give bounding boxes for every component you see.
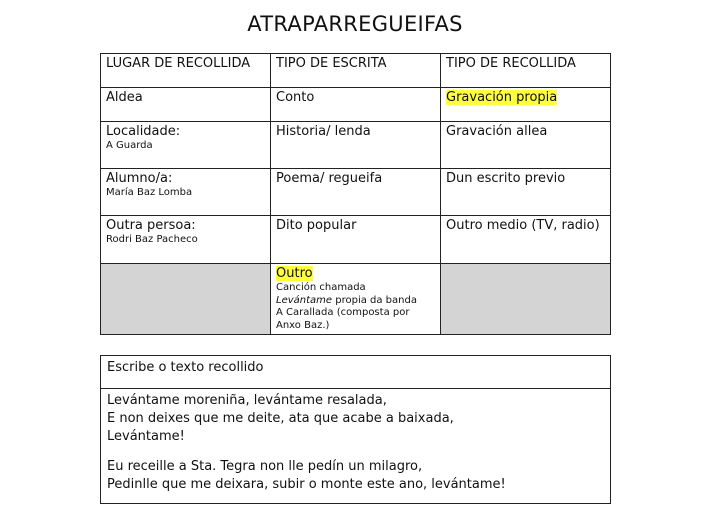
cell-empty-gray-right xyxy=(441,264,611,335)
cell-dito-popular: Dito popular xyxy=(271,216,441,264)
outro-desc-line-4: Anxo Baz.) xyxy=(276,319,330,331)
cell-escrito-previo: Dun escrito previo xyxy=(441,169,611,216)
table-row xyxy=(101,216,611,264)
page-title: ATRAPARREGUEIFAS xyxy=(247,12,463,36)
cell-conto: Conto xyxy=(271,88,441,122)
lyric-line: Levántame moreniña, levántame resalada, xyxy=(107,393,387,408)
highlighted-gravacion-propia: Gravación propia xyxy=(446,90,558,105)
outro-description xyxy=(276,282,435,332)
alumno-label: Alumno/a: xyxy=(106,171,173,186)
cell-outra-persoa xyxy=(101,216,271,264)
table-row xyxy=(101,264,611,335)
cell-poema: Poema/ regueifa xyxy=(271,169,441,216)
cell-localidade xyxy=(101,122,271,169)
localidade-label: Localidade: xyxy=(106,124,181,139)
cell-alumno xyxy=(101,169,271,216)
collected-text-box xyxy=(100,355,611,504)
text-box-header: Escribe o texto recollido xyxy=(101,356,611,389)
localidade-value: A Guarda xyxy=(106,140,153,151)
table-row xyxy=(101,122,611,169)
cell-aldea: Aldea xyxy=(101,88,271,122)
highlighted-outro: Outro xyxy=(276,266,313,281)
header-escrita: TIPO DE ESCRITA xyxy=(271,54,441,88)
table-row xyxy=(101,169,611,216)
outro-desc-line-3: A Carallada (composta por xyxy=(276,307,410,318)
lyric-line: E non deixes que me deite, ata que acabe a baixada, xyxy=(107,411,454,426)
cell-outro-medio: Outro medio (TV, radio) xyxy=(441,216,611,264)
text-box-header-row xyxy=(101,356,611,389)
stanza-gap xyxy=(107,446,604,458)
outro-desc-italic: Levántame xyxy=(276,294,333,306)
cell-empty-gray-left xyxy=(101,264,271,335)
outra-persoa-value: Rodri Baz Pacheco xyxy=(106,234,198,245)
cell-historia: Historia/ lenda xyxy=(271,122,441,169)
header-lugar: LUGAR DE RECOLLIDA xyxy=(101,54,271,88)
outro-desc-line-2: propia da banda xyxy=(332,294,417,306)
cell-outro xyxy=(271,264,441,335)
lyric-line: Eu receille a Sta. Tegra non lle pedín un milagro, xyxy=(107,459,423,474)
alumno-value: María Baz Lomba xyxy=(106,187,193,198)
table-row xyxy=(101,88,611,122)
text-box-body xyxy=(101,389,611,504)
cell-gravacion-allea: Gravación allea xyxy=(441,122,611,169)
outra-persoa-label: Outra persoa: xyxy=(106,218,196,233)
collection-table xyxy=(100,53,611,335)
table-header-row xyxy=(101,54,611,88)
text-box-body-row xyxy=(101,389,611,504)
header-recollida: TIPO DE RECOLLIDA xyxy=(441,54,611,88)
lyric-line: Pedinlle que me deixara, subir o monte este ano, levántame! xyxy=(107,477,506,492)
lyric-line: Levántame! xyxy=(107,429,185,444)
cell-gravacion-propia xyxy=(441,88,611,122)
outro-desc-line-1: Canción chamada xyxy=(276,282,366,293)
